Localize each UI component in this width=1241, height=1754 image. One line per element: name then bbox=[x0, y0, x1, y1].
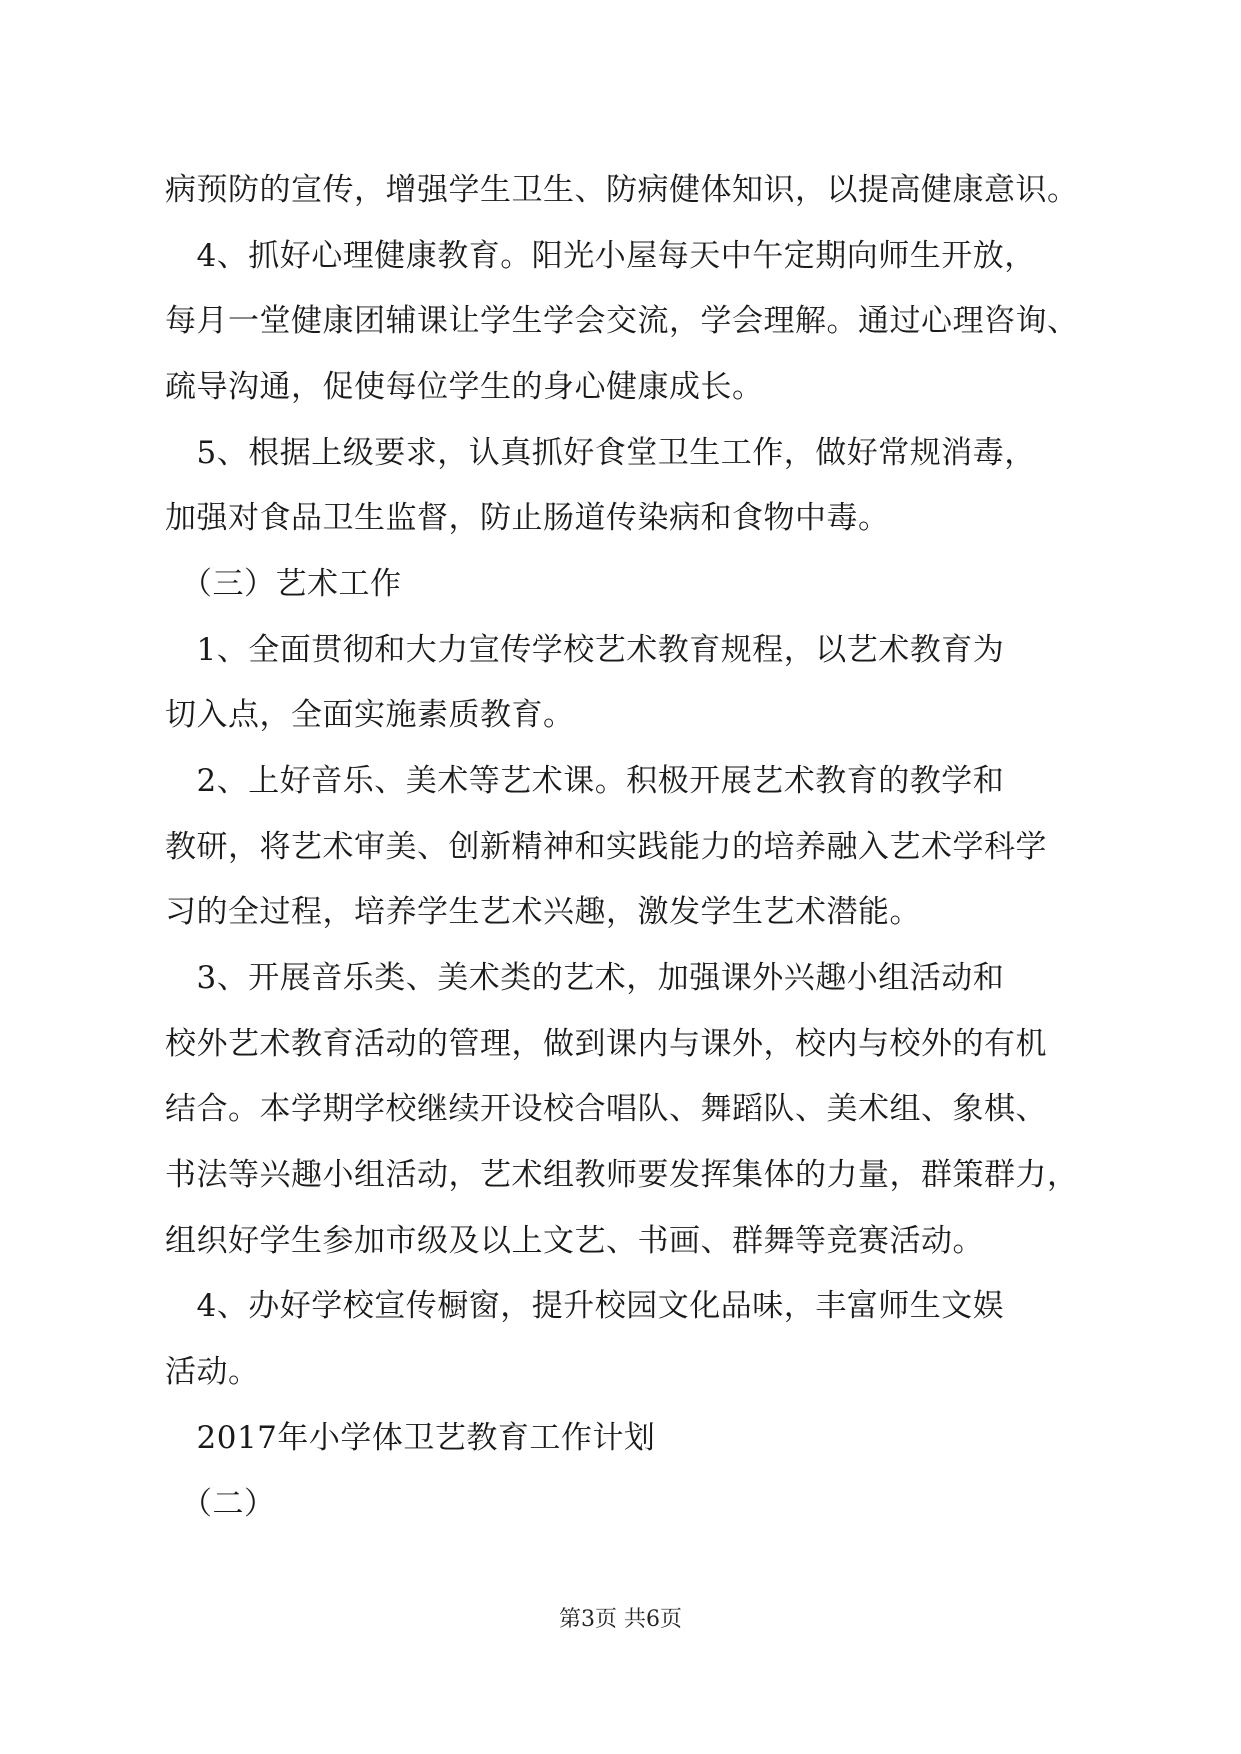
body-line: 疏导沟通，促使每位学生的身心健康成长。 bbox=[165, 369, 764, 406]
body-line: 3、开展音乐类、美术类的艺术，加强课外兴趣小组活动和 bbox=[165, 960, 1005, 997]
body-line: 4、抓好心理健康教育。阳光小屋每天中午定期向师生开放， bbox=[165, 237, 1036, 274]
body-line: 每月一堂健康团辅课让学生学会交流，学会理解。通过心理咨询、 bbox=[165, 303, 1079, 340]
body-line: 4、办好学校宣传橱窗，提升校园文化品味，丰富师生文娱 bbox=[165, 1288, 1005, 1325]
body-line: 校外艺术教育活动的管理，做到课内与课外，校内与校外的有机 bbox=[165, 1025, 1047, 1062]
body-line: 习的全过程，培养学生艺术兴趣，激发学生艺术潜能。 bbox=[165, 894, 921, 931]
body-line: 病预防的宣传，增强学生卫生、防病健体知识，以提高健康意识。 bbox=[165, 172, 1079, 208]
body-line: 组织好学生参加市级及以上文艺、书画、群舞等竞赛活动。 bbox=[165, 1222, 984, 1259]
body-line: 5、根据上级要求，认真抓好食堂卫生工作，做好常规消毒， bbox=[165, 434, 1036, 471]
section-heading: （二） bbox=[165, 1485, 276, 1522]
next-document-title: 2017年小学体卫艺教育工作计划 bbox=[165, 1419, 656, 1456]
body-line: 活动。 bbox=[165, 1354, 260, 1391]
body-line: 2、上好音乐、美术等艺术课。积极开展艺术教育的教学和 bbox=[165, 763, 1005, 800]
body-line: 教研，将艺术审美、创新精神和实践能力的培养融入艺术学科学 bbox=[165, 828, 1047, 865]
body-line: 书法等兴趣小组活动，艺术组教师要发挥集体的力量，群策群力， bbox=[165, 1157, 1079, 1194]
body-line: 加强对食品卫生监督，防止肠道传染病和食物中毒。 bbox=[165, 500, 890, 537]
body-line: 结合。本学期学校继续开设校合唱队、舞蹈队、美术组、象棋、 bbox=[165, 1091, 1047, 1128]
page-footer: 第3页 共6页 bbox=[559, 1607, 682, 1632]
body-line: 切入点，全面实施素质教育。 bbox=[165, 697, 575, 734]
section-heading: （三）艺术工作 bbox=[165, 566, 402, 603]
body-line: 1、全面贯彻和大力宣传学校艺术教育规程，以艺术教育为 bbox=[165, 631, 1005, 668]
